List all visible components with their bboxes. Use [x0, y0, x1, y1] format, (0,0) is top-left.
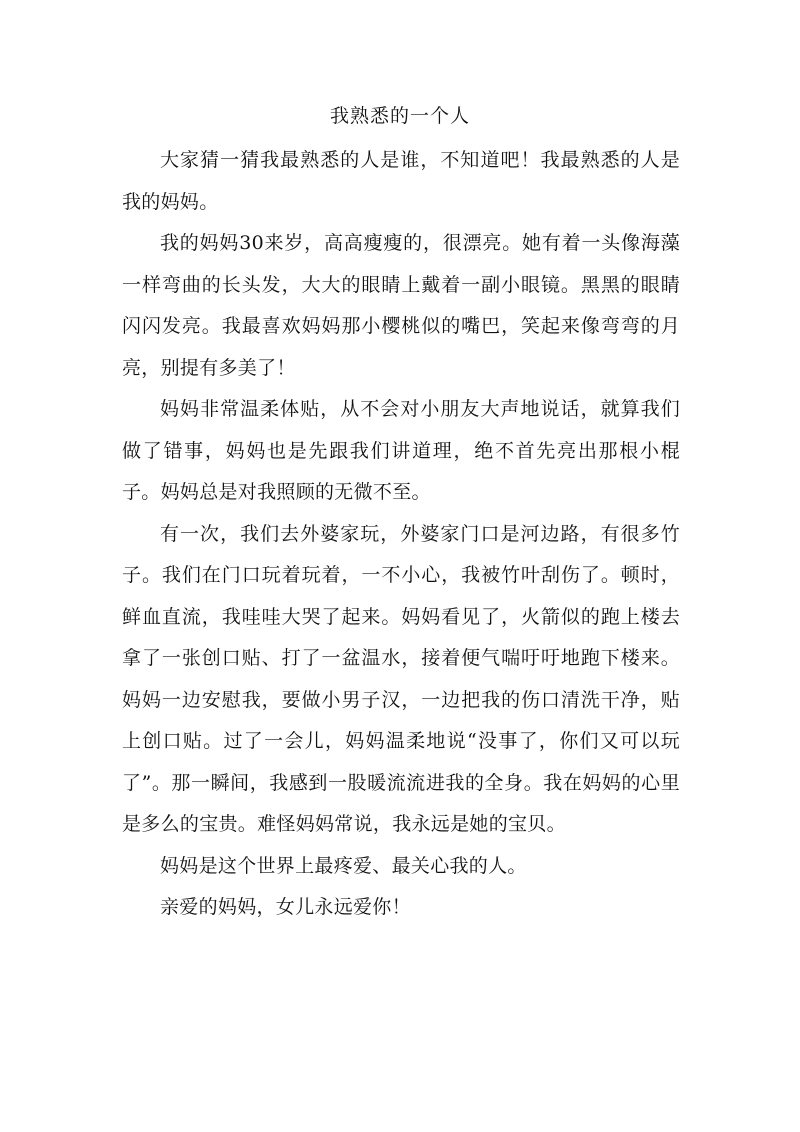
paragraph-1: 大家猜一猜我最熟悉的人是谁，不知道吧！我最熟悉的人是我的妈妈。: [122, 149, 680, 213]
paragraph-4: 有一次，我们去外婆家玩，外婆家门口是河边路，有很多竹子。我们在门口玩着玩着，一不小心，我被竹叶刮伤了。顿时，鲜血直流，我哇哇大哭了起来。妈妈看见了，火箭似的跑上楼去拿了一张创口贴、打了一盆温水，接着便气喘吁吁地跑下楼来。妈妈一边安慰我，要做小男子汉，一边把我的伤口清洗干净，贴上创口贴。过了一会儿，妈妈温柔地说“没事了，你们又可以玩了”。那一瞬间，我感到一股暖流流进我的全身。我在妈妈的心里是多么的宝贵。难怪妈妈常说，我永远是她的宝贝。: [122, 522, 680, 835]
paragraph-3: 妈妈非常温柔体贴，从不会对小朋友大声地说话，就算我们做了错事，妈妈也是先跟我们讲道理，绝不首先亮出那根小棍子。妈妈总是对我照顾的无微不至。: [122, 398, 680, 503]
document-title: 我熟悉的一个人: [329, 105, 470, 127]
paragraph-6: 亲爱的妈妈，女儿永远爱你！: [160, 896, 411, 918]
document-body: [122, 140, 680, 929]
paragraph-2: 我的妈妈30来岁，高高瘦瘦的，很漂亮。她有着一头像海藻一样弯曲的长头发，大大的眼睛上戴着一副小眼镜。黑黑的眼睛闪闪发亮。我最喜欢妈妈那小樱桃似的嘴巴，笑起来像弯弯的月亮，别提有多美了！: [122, 232, 680, 379]
paragraph-5: 妈妈是这个世界上最疼爱、最关心我的人。: [160, 854, 527, 877]
